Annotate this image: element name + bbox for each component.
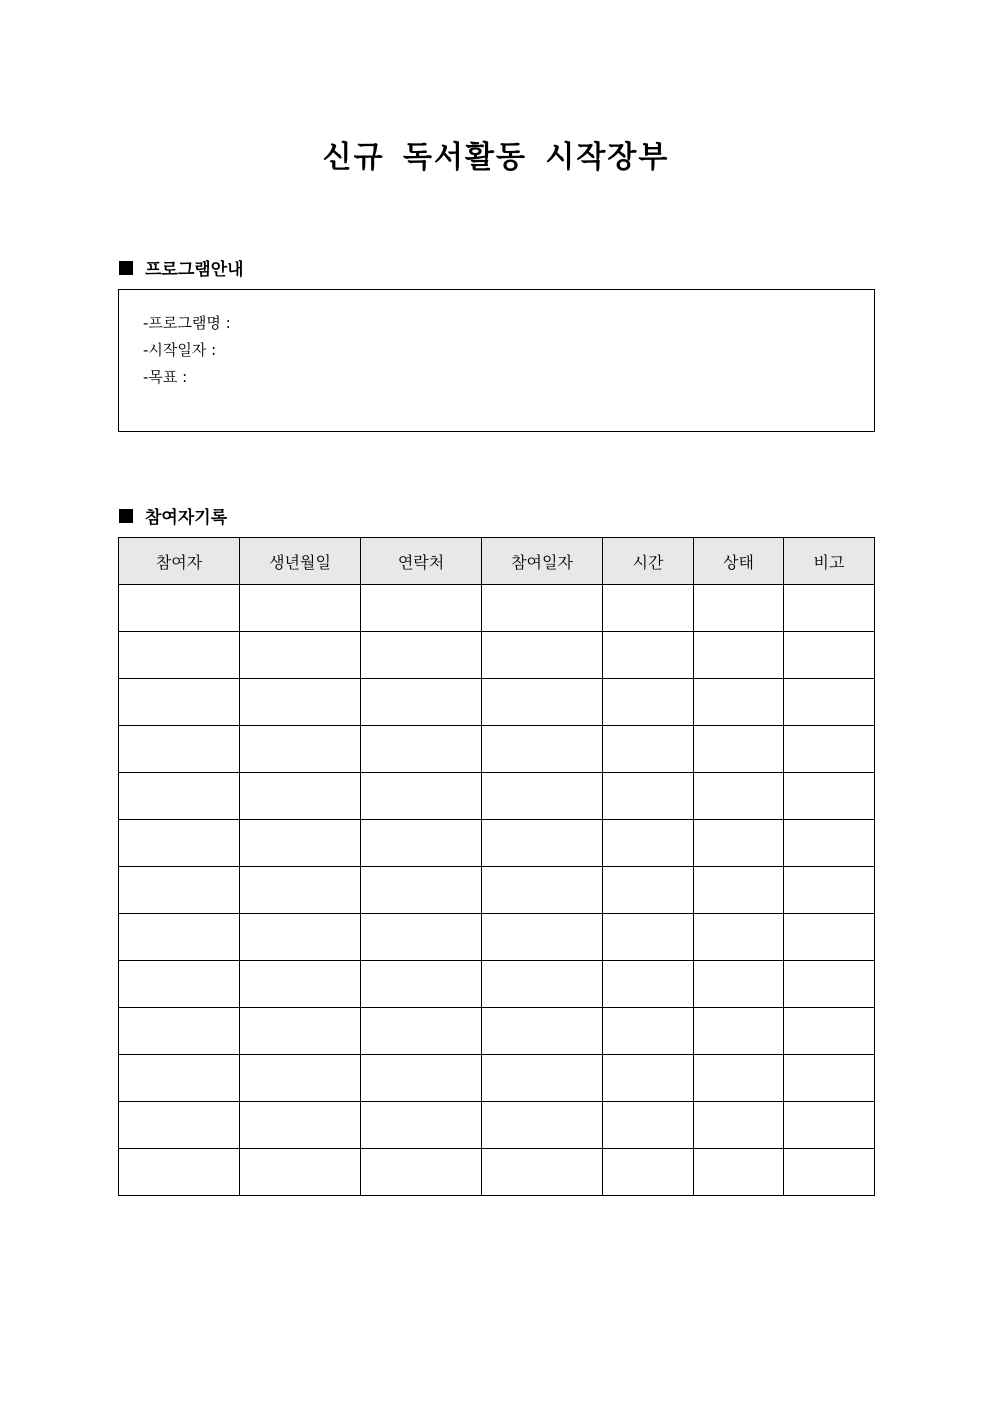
table-cell [784,867,875,914]
table-cell [603,1149,694,1196]
table-row [119,726,875,773]
table-row [119,867,875,914]
table-cell [119,773,240,820]
table-cell [603,820,694,867]
table-cell [694,585,784,632]
table-cell [240,773,361,820]
table-cell [361,914,482,961]
table-cell [694,1055,784,1102]
table-cell [482,914,603,961]
table-cell [694,1149,784,1196]
table-cell [119,820,240,867]
table-cell [482,1149,603,1196]
table-cell [119,679,240,726]
column-header-status: 상태 [694,538,784,585]
table-cell [240,961,361,1008]
table-cell [603,961,694,1008]
table-cell [119,1102,240,1149]
table-body [119,585,875,1196]
table-cell [119,914,240,961]
table-cell [240,585,361,632]
table-cell [603,914,694,961]
table-cell [240,820,361,867]
table-cell [784,914,875,961]
table-row [119,1008,875,1055]
column-header-contact: 연락처 [361,538,482,585]
table-cell [361,632,482,679]
table-cell [603,773,694,820]
table-cell [482,820,603,867]
table-cell [694,961,784,1008]
table-cell [482,679,603,726]
table-row [119,679,875,726]
table-cell [784,726,875,773]
table-cell [694,820,784,867]
table-cell [240,726,361,773]
table-cell [603,726,694,773]
table-cell [361,773,482,820]
table-row [119,1102,875,1149]
column-header-participant: 참여자 [119,538,240,585]
table-cell [784,632,875,679]
table-cell [784,961,875,1008]
table-cell [603,1008,694,1055]
table-cell [784,1102,875,1149]
column-header-participation-date: 참여일자 [482,538,603,585]
table-cell [240,867,361,914]
table-cell [361,726,482,773]
participants-section-heading [119,503,227,528]
table-cell [240,632,361,679]
table-cell [361,1055,482,1102]
program-info-lines [143,310,231,391]
table-cell [603,679,694,726]
table-cell [361,1149,482,1196]
table-cell [361,679,482,726]
program-section-heading [119,255,244,280]
table-cell [361,1102,482,1149]
table-cell [694,867,784,914]
table-cell [784,1008,875,1055]
table-header-row [119,538,875,585]
table-cell [482,726,603,773]
table-cell [603,1102,694,1149]
table-cell [361,961,482,1008]
table-cell [694,1008,784,1055]
table-cell [240,1055,361,1102]
table-cell [240,1008,361,1055]
table-cell [603,867,694,914]
program-info-box [118,289,875,432]
table-cell [784,1149,875,1196]
table-cell [603,632,694,679]
table-cell [784,1055,875,1102]
table-cell [240,679,361,726]
table-cell [119,961,240,1008]
table-cell [119,585,240,632]
table-cell [240,1102,361,1149]
program-section-heading-label: 프로그램안내 [145,260,244,280]
table-cell [784,820,875,867]
table-row [119,1149,875,1196]
table-cell [240,1149,361,1196]
start-date-line: -시작일자 : [143,341,217,359]
table-row [119,773,875,820]
table-cell [482,1102,603,1149]
table-cell [482,961,603,1008]
table-cell [784,585,875,632]
table-row [119,820,875,867]
table-row [119,632,875,679]
table-cell [784,679,875,726]
participants-section-heading-label: 참여자기록 [145,508,228,528]
table-cell [119,867,240,914]
goal-line: -목표 : [143,368,188,386]
table-row [119,1055,875,1102]
table-cell [694,679,784,726]
table-cell [694,726,784,773]
table-row [119,961,875,1008]
table-row [119,914,875,961]
table-cell [119,726,240,773]
square-bullet-icon [119,261,133,275]
table-cell [482,632,603,679]
table-cell [784,773,875,820]
table-cell [482,1008,603,1055]
table-cell [482,867,603,914]
table-cell [119,632,240,679]
table-cell [361,1008,482,1055]
table-cell [482,585,603,632]
table-cell [240,914,361,961]
table-cell [119,1149,240,1196]
table-cell [361,867,482,914]
square-bullet-icon [119,509,133,523]
table-cell [482,1055,603,1102]
table-cell [603,1055,694,1102]
table-cell [694,1102,784,1149]
column-header-birthdate: 생년월일 [240,538,361,585]
table-cell [361,585,482,632]
table-cell [694,773,784,820]
table-cell [119,1055,240,1102]
table-cell [694,914,784,961]
program-name-line: -프로그램명 : [143,314,231,332]
table-row [119,585,875,632]
table-cell [603,585,694,632]
table-cell [361,820,482,867]
column-header-time: 시간 [603,538,694,585]
table-cell [482,773,603,820]
document-title: 신규 독서활동 시작장부 [322,140,670,175]
table-cell [119,1008,240,1055]
participant-records-table [118,537,875,1196]
table-cell [694,632,784,679]
column-header-notes: 비고 [784,538,875,585]
